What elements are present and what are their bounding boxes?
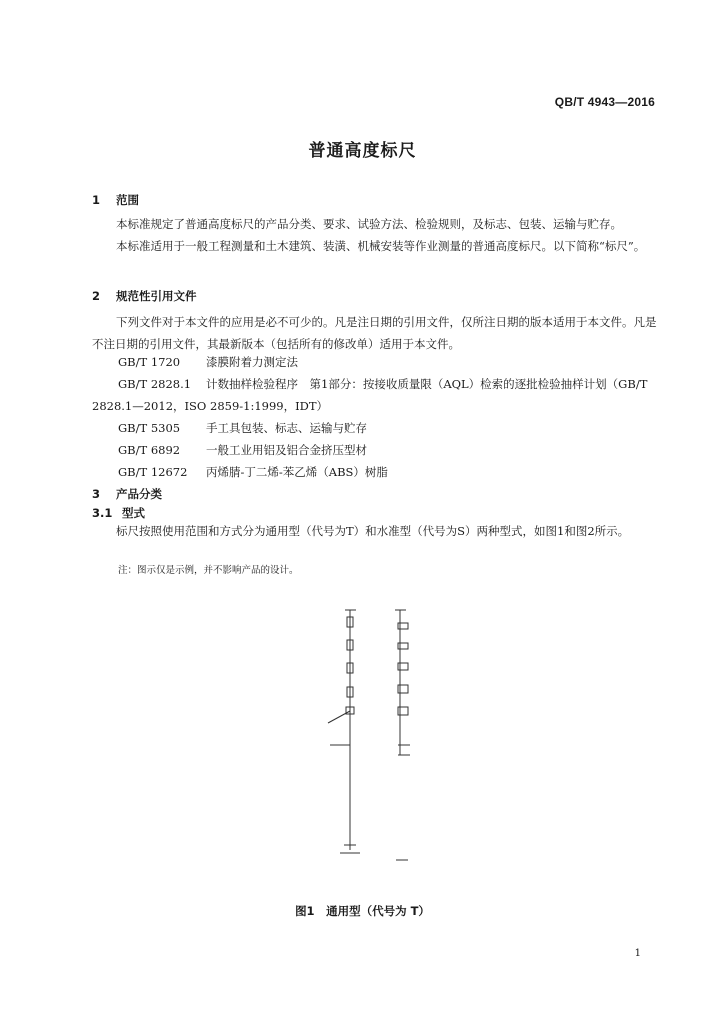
- reference-item: [118, 464, 388, 480]
- reference-title: 漆膜附着力测定法: [206, 355, 298, 369]
- subsection-3-1-number: 3.1: [92, 506, 113, 520]
- section-1-heading: [92, 192, 139, 208]
- figure-1-drawing: [300, 595, 440, 875]
- standard-code: QB/T 4943—2016: [554, 95, 655, 109]
- reference-code: GB/T 12672: [118, 465, 188, 479]
- reference-title: 一般工业用铝及铝合金挤压型材: [206, 443, 367, 457]
- reference-title: 手工具包装、标志、运输与贮存: [206, 421, 367, 435]
- reference-item: [118, 354, 298, 370]
- reference-item: [118, 376, 647, 392]
- reference-item: [118, 420, 367, 436]
- reference-title: 丙烯腈-丁二烯-苯乙烯（ABS）树脂: [206, 465, 388, 479]
- reference-title: 计数抽样检验程序 第1部分：按接收质量限（AQL）检索的逐批检验抽样计划（GB/T: [206, 377, 648, 391]
- section-3-title: 产品分类: [116, 487, 162, 501]
- reference-continuation: [92, 398, 328, 414]
- section-1-paragraph-2: 本标准适用于一般工程测量和土木建筑、装潢、机械安装等作业测量的普通高度标尺。以下简称“标尺”。: [116, 239, 646, 253]
- reference-title: 2828.1—2012，ISO 2859-1:1999，IDT）: [92, 399, 329, 413]
- reference-code: GB/T 2828.1: [118, 377, 192, 391]
- figure-1-caption: 图1 通用型（代号为 T）: [295, 904, 430, 918]
- subsection-3-1-heading: [92, 505, 145, 521]
- section-3-number: 3: [92, 487, 101, 501]
- figure-note: 注：图示仅是示例，并不影响产品的设计。: [118, 565, 299, 576]
- reference-code: GB/T 5305: [118, 421, 181, 435]
- section-1-title: 范围: [116, 193, 139, 207]
- reference-code: GB/T 6892: [118, 443, 181, 457]
- section-2-heading: [92, 288, 197, 304]
- ruler-drawing: [300, 595, 440, 875]
- section-1-number: 1: [92, 193, 101, 207]
- subsection-3-1-text: 标尺按照使用范围和方式分为通用型（代号为T）和水准型（代号为S）两种型式，如图1和图2所示。: [116, 524, 630, 538]
- section-3-heading: [92, 486, 162, 502]
- front-view-arm: [328, 711, 350, 723]
- page-number: 1: [634, 948, 641, 959]
- section-2-intro: 下列文件对于本文件的应用是必不可少的。凡是注日期的引用文件，仅所注日期的版本适用于本文件。凡是不注日期的引用文件，其最新版本（包括所有的修改单）适用于本文件。: [92, 315, 657, 351]
- section-2-title: 规范性引用文件: [116, 289, 197, 303]
- document-title: 普通高度标尺: [308, 141, 417, 161]
- subsection-3-1-title: 型式: [122, 506, 145, 520]
- section-2-number: 2: [92, 289, 101, 303]
- section-1-paragraph-1: 本标准规定了普通高度标尺的产品分类、要求、试验方法、检验规则，及标志、包装、运输与贮存。: [116, 217, 622, 231]
- reference-code: GB/T 1720: [118, 355, 181, 369]
- reference-item: [118, 442, 367, 458]
